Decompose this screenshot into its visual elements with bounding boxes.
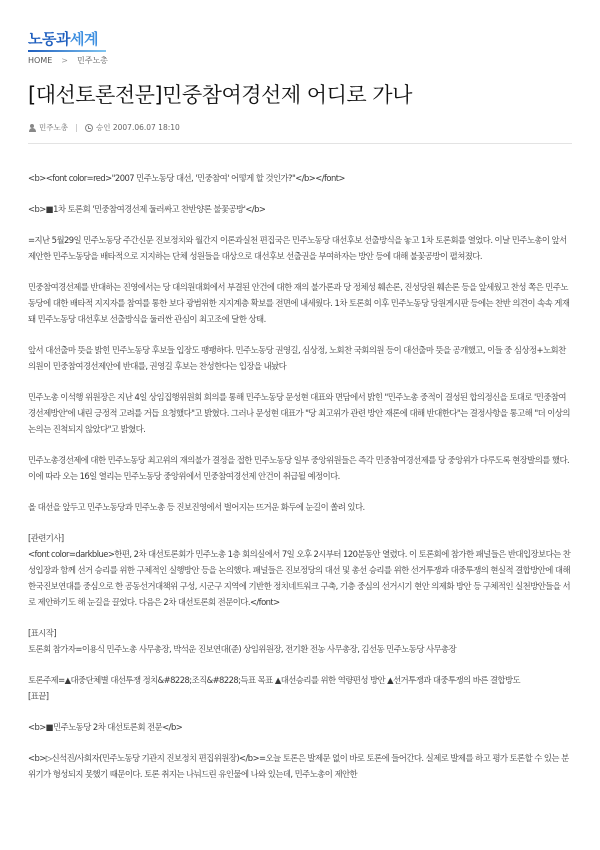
article-author[interactable]: 민주노총: [39, 123, 68, 132]
logo-underline: [28, 50, 106, 52]
breadcrumb-separator: >: [61, 56, 68, 65]
paragraph: =지난 5월29일 민주노동당 주간신문 진보정치와 월간지 이론과실천 편집국은 민주노동당 대선후보 선출방식을 놓고 1차 토론회를 열었다. 이날 민주노총이 앞서 제안한 민주노동당을 배타적으로 지지하는 단체 성원들을 대상으로 대선후보 선출권을 부여하자는 방안 등에 대해 불꽃공방이 펼쳐졌다.: [28, 235, 567, 261]
article-date: 승인 2007.06.07 18:10: [95, 123, 180, 132]
logo-text-main: 노동과: [28, 30, 70, 48]
related-heading: [관련기사]: [28, 533, 64, 543]
article-body: [28, 170, 572, 797]
site-logo[interactable]: [28, 28, 98, 50]
clock-icon: [85, 124, 93, 132]
breadcrumb-section[interactable]: 민주노총: [76, 56, 108, 65]
breadcrumb: [28, 55, 108, 66]
article-meta: [28, 122, 180, 133]
transcript-heading: <b>■민주노동당 2차 대선토론회 전문</b>: [28, 722, 183, 732]
paragraph: 민주노총 이석행 위원장은 지난 4일 상임집행위원회 회의를 통해 민주노동당 문성현 대표와 면담에서 밝힌 "민주노총 중적이 결성된 합의정신을 토대로 '민중참여경선제방안'에 내린 긍정적 고려를 거듭 요청했다"고 밝혔다. 그러나 문성현 대표가 "당 최고위가 관련 방안 재론에 대해 반대한다"는 결정사항을 통고해 "더 이상의 논의는 진척되지 않았다"고 밝혔다.: [28, 392, 570, 434]
paragraph: 앞서 대선출마 뜻을 밝힌 민주노동당 후보들 입장도 팽팽하다. 민주노동당 권영길, 심상정, 노회찬 국회의원 등이 대선출마 뜻을 공개했고, 이들 중 심상정+노회찬 의원이 민중참여경선제안에 반대를, 권영길 후보는 찬성한다는 입장을 내놨다: [28, 345, 566, 371]
participants-text: 토론회 참가자=이용식 민주노총 사무총장, 박석운 진보연대(준) 상임위원장, 전기환 전농 사무총장, 김선동 민주노동당 사무총장: [28, 644, 457, 654]
header-divider: [28, 143, 572, 144]
article-title: [대선토론전문]민중참여경선제 어디로 가나: [28, 83, 412, 107]
meta-divider: [76, 124, 77, 132]
paragraph: <b><font color=red>"2007 민주노동당 대선, '민중참여' 어떻게 할 것인가?"</b></font>: [28, 173, 345, 183]
topics-text: 토론주제=▲대중단체별 대선투쟁 정치&#8228;조직&#8228;득표 목표 ▲대선승리를 위한 역량편성 방안 ▲선거투쟁과 대중투쟁의 바른 결합방도: [28, 675, 521, 685]
logo-text-tail: 세계: [69, 30, 98, 48]
related-text: <font color=darkblue>한편, 2차 대선토론회가 민주노총 1층 회의실에서 7일 오후 2시부터 120분동안 열렸다. 이 토론회에 참가한 패널들은 반대입장보다는 찬성입장과 함께 선거 승리를 위한 구체적인 실행방안 등을 논의했다. 패널들은 진보정당의 대선 및 총선 승리를 위한 선거투쟁과 대중투쟁의 현실적 결합방안에 대해 한국진보연대를 중심으로 한 공동선거대책위 구성, 시군구 지역에 기반한 정치네트워크 구축, 기층 중심의 선거시기 현안 의제화 방안 등 구체적인 실천방안들을 서로 제안하기도 해 눈길을 끌었다. 다음은 2차 대선토론회 전문이다.</font>: [28, 549, 571, 607]
paragraph: 민주노총경선제에 대한 민주노동당 최고위의 재의불가 결정을 접한 민주노동당 일부 중앙위원들은 즉각 민중참여경선제를 당 중앙위가 다루도록 현장발의를 했다. 이에 따라 오는 16일 열리는 민주노동당 중앙위에서 민중참여경선제 안건이 취급될 예정이다.: [28, 455, 570, 481]
display-heading: [표시작]: [28, 628, 57, 638]
paragraph: 올 대선을 앞두고 민주노동당과 민주노총 등 진보진영에서 벌어지는 뜨거운 화두에 눈길이 쏠려 있다.: [28, 502, 365, 512]
table-end-marker: [표끝]: [28, 691, 49, 701]
transcript-text: <b>▷신석진/사회자(민주노동당 기관지 진보정치 편집위원장)</b>=오늘 토론은 발제문 없이 바로 토론에 들어간다. 실제로 발제를 하고 평가 토론할 수 있는 분위기가 형성되지 못했기 때문이다. 토론 취지는 나눠드린 유인물에 나와 있는데, 민주노총이 제안한: [28, 753, 569, 779]
person-icon: [28, 124, 36, 132]
paragraph: 민중참여경선제를 반대하는 진영에서는 당 대의원대회에서 부결된 안건에 대한 재의 불가론과 당 정체성 훼손론, 진성당원 훼손론 등을 앞세웠고 찬성 쪽은 민주노동당에 대한 배타적 지지자를 참여를 통한 보다 광범위한 지지계층 확보를 전면에 내세웠다. 1차 토론회 이후 민주노동당 당원게시판 등에는 찬반 의견이 속속 게재돼 민주노동당 대선후보 선출방식을 둘러싼 관심이 최고조에 달한 상태.: [28, 282, 570, 324]
breadcrumb-home[interactable]: HOME: [28, 56, 53, 65]
paragraph: <b>■1차 토론회 '민중참여경선제 둘러싸고 찬반양론 불꽃공방'</b>: [28, 204, 266, 214]
logo-wordmark: [28, 30, 98, 48]
